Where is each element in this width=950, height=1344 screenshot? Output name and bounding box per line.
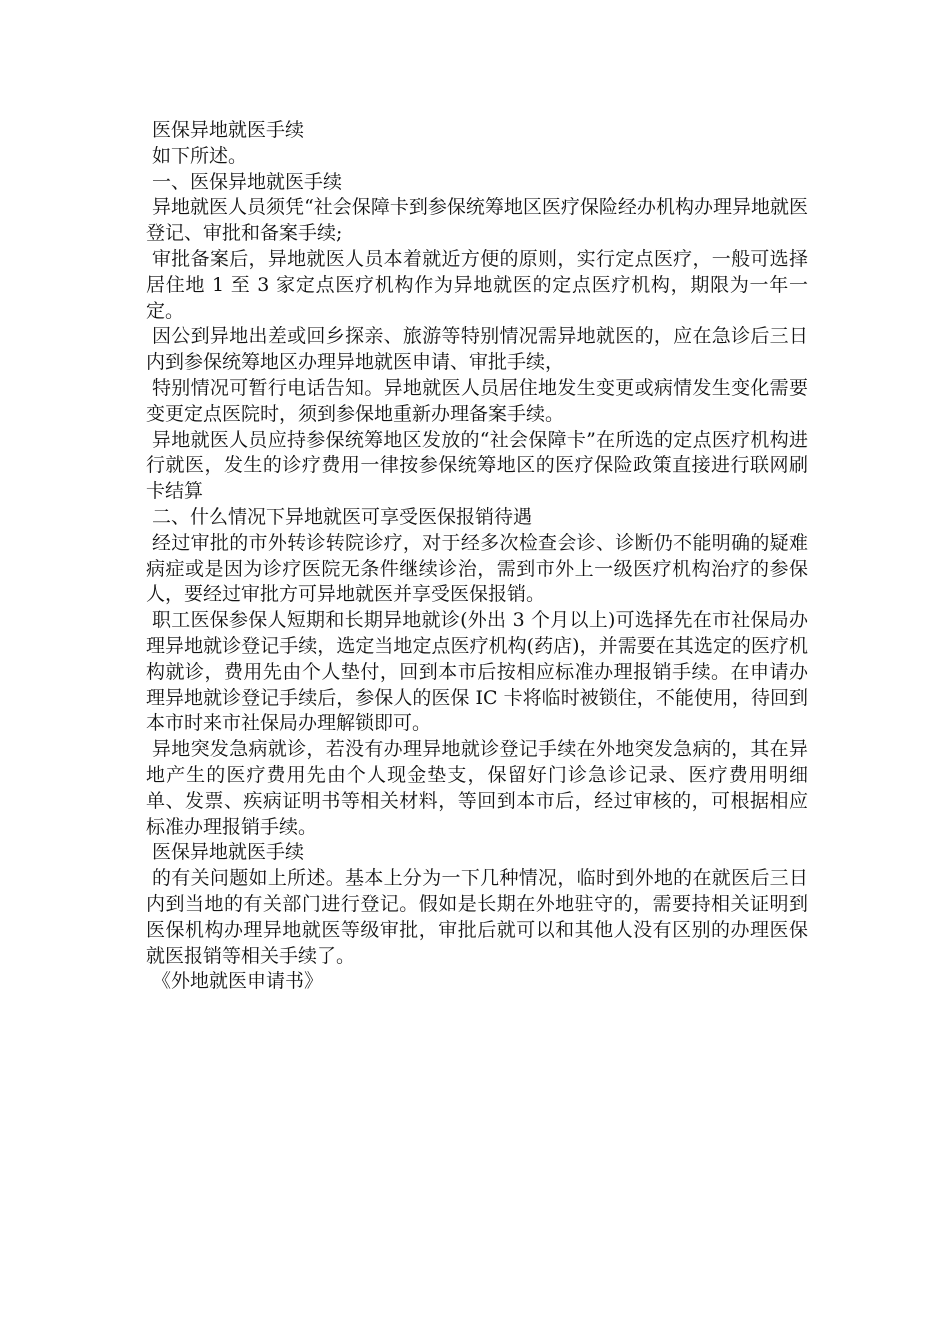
paragraph-phone-notice: 特别情况可暂行电话告知。异地就医人员居住地发生变更或病情发生变化需要变更定点医院时，须到参保地重新办理备案手续。 [146,376,808,425]
form-title: 《外地就医申请书》 [152,970,324,993]
paragraph-summary: 的有关问题如上所述。基本上分为一下几种情况，临时到外地的在就医后三日内到当地的有关部门进行登记。假如是长期在外地驻守的，需要持相关证明到医保机构办理异地就医等级审批，审批后就可以和其他人没有区别的办理医保就医报销等相关手续了。 [146,867,808,967]
section-2-heading: 二、什么情况下异地就医可享受医保报销待遇 [152,505,533,528]
paragraph-referral: 经过审批的市外转诊转院诊疗，对于经多次检查会诊、诊断仍不能明确的疑难病症或是因为诊疗医院无条件继续诊治，需到市外上一级医疗机构治疗的参保人，要经过审批方可异地就医并享受医保报销。 [146,531,808,606]
paragraph-emergency-application: 因公到异地出差或回乡探亲、旅游等特别情况需异地就医的，应在急诊后三日内到参保统筹地区办理异地就医申请、审批手续， [146,325,808,374]
document-page [146,118,808,995]
paragraph-employee-insurance: 职工医保参保人短期和长期异地就诊(外出 3 个月以上)可选择先在市社保局办理异地就诊登记手续，选定当地定点医疗机构(药店)，并需要在其选定的医疗机构就诊，费用先由个人垫付，回到本市后按相应标准办理报销手续。在申请办理异地就诊登记手续后，参保人的医保 IC 卡将临时被锁住，不能使用，待回到本市时来市社保局办理解锁即可。 [146,609,808,735]
intro-line: 如下所述。 [152,144,248,167]
paragraph-designated-institutions: 审批备案后，异地就医人员本着就近方便的原则，实行定点医疗，一般可选择居住地 1 至 3 家定点医疗机构作为异地就医的定点医疗机构，期限为一年一定。 [146,247,808,322]
paragraph-sudden-illness: 异地突发急病就诊，若没有办理异地就诊登记手续在外地突发急病的，其在异地产生的医疗费用先由个人现金垫支，保留好门诊急诊记录、医疗费用明细单、发票、疾病证明书等相关材料，等回到本市后，经过审核的，可根据相应标准办理报销手续。 [146,738,808,838]
paragraph-registration: 异地就医人员须凭“社会保障卡到参保统筹地区医疗保险经办机构办理异地就医登记、审批和备案手续; [146,196,808,245]
paragraph-card-settlement: 异地就医人员应持参保统筹地区发放的“社会保障卡”在所选的定点医疗机构进行就医，发生的诊疗费用一律按参保统筹地区的医疗保险政策直接进行联网刷卡结算 [146,428,808,503]
closing-heading: 医保异地就医手续 [152,841,305,864]
document-title: 医保异地就医手续 [152,119,305,141]
section-1-heading: 一、医保异地就医手续 [152,170,343,193]
